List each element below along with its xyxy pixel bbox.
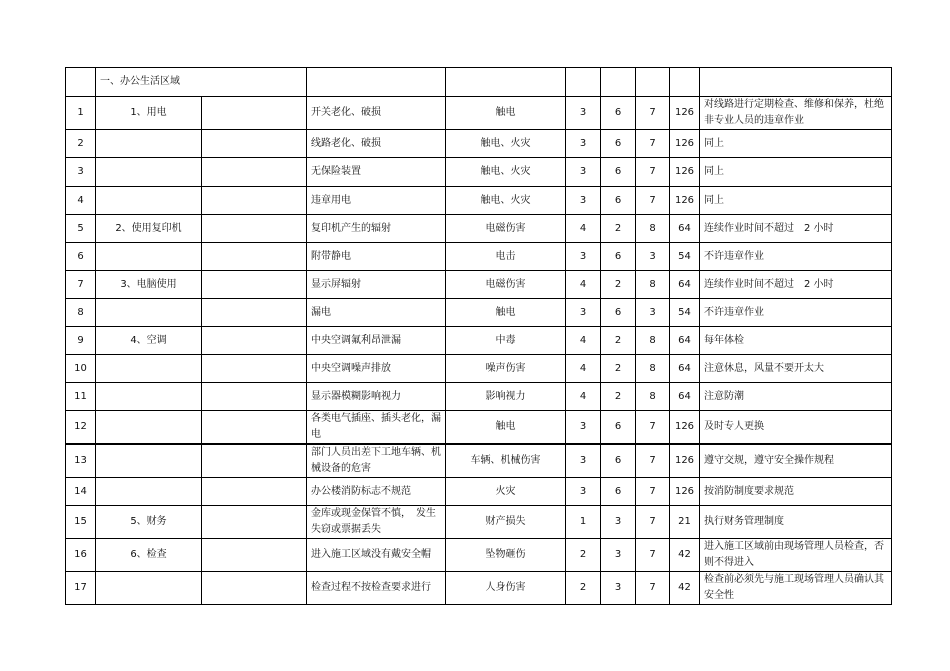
row-number: 9	[66, 327, 96, 355]
consequence-cell: 影响视力	[446, 383, 566, 411]
e-value: 6	[601, 97, 636, 130]
area-cell: 6、检查	[96, 539, 202, 572]
d-value: 126	[670, 444, 700, 478]
consequence-cell	[446, 68, 566, 97]
blank-cell	[202, 355, 307, 383]
c-value: 3	[636, 299, 670, 327]
table-row	[66, 215, 892, 243]
consequence-cell: 触电、火灾	[446, 130, 566, 158]
d-value: 126	[670, 158, 700, 187]
l-value: 3	[566, 158, 601, 187]
hazard-cell: 违章用电	[307, 187, 446, 215]
d-value: 126	[670, 411, 700, 445]
c-value: 7	[636, 187, 670, 215]
measure-cell: 对线路进行定期检查、维修和保养，杜绝非专业人员的违章作业	[700, 97, 892, 130]
d-value: 64	[670, 215, 700, 243]
e-value: 6	[601, 478, 636, 506]
table-row	[66, 130, 892, 158]
table-row	[66, 187, 892, 215]
hazard-cell: 线路老化、破损	[307, 130, 446, 158]
e-value: 2	[601, 327, 636, 355]
area-cell	[96, 411, 202, 445]
table-row	[66, 506, 892, 539]
l-value: 4	[566, 327, 601, 355]
c-value: 7	[636, 130, 670, 158]
d-value: 126	[670, 97, 700, 130]
table-row	[66, 383, 892, 411]
consequence-cell: 中毒	[446, 327, 566, 355]
blank-cell	[202, 299, 307, 327]
hazard-cell: 金库或现金保管不慎， 发生失窃或票据丢失	[307, 506, 446, 539]
hazard-cell: 漏电	[307, 299, 446, 327]
hazard-cell: 复印机产生的辐射	[307, 215, 446, 243]
hazard-cell: 无保险装置	[307, 158, 446, 187]
hazard-cell: 各类电气插座、插头老化，漏电	[307, 411, 446, 445]
row-number: 17	[66, 572, 96, 605]
hazard-cell: 中央空调噪声排放	[307, 355, 446, 383]
c-value: 8	[636, 215, 670, 243]
row-number: 8	[66, 299, 96, 327]
area-cell: 2、使用复印机	[96, 215, 202, 243]
table-body	[66, 68, 892, 605]
e-value: 2	[601, 383, 636, 411]
row-number: 5	[66, 215, 96, 243]
blank-cell	[202, 539, 307, 572]
e-value: 2	[601, 355, 636, 383]
consequence-cell: 坠物砸伤	[446, 539, 566, 572]
l-value: 3	[566, 444, 601, 478]
c-value: 7	[636, 539, 670, 572]
area-cell	[96, 383, 202, 411]
area-cell	[96, 243, 202, 271]
c-value: 7	[636, 158, 670, 187]
row-number: 7	[66, 271, 96, 299]
d-value: 54	[670, 299, 700, 327]
d-value: 64	[670, 327, 700, 355]
no-cell	[66, 68, 96, 97]
hazard-cell: 检查过程不按检查要求进行	[307, 572, 446, 605]
c-value: 8	[636, 355, 670, 383]
l-value: 3	[566, 478, 601, 506]
l-value: 4	[566, 383, 601, 411]
d-value: 21	[670, 506, 700, 539]
d-value: 64	[670, 383, 700, 411]
hazard-cell: 显示器模糊影响视力	[307, 383, 446, 411]
c-value: 7	[636, 506, 670, 539]
e-value: 3	[601, 539, 636, 572]
area-cell	[96, 572, 202, 605]
table-row	[66, 572, 892, 605]
consequence-cell: 电击	[446, 243, 566, 271]
area-cell	[96, 158, 202, 187]
l-value: 3	[566, 97, 601, 130]
l-value: 1	[566, 506, 601, 539]
e-value: 6	[601, 187, 636, 215]
e-cell	[601, 68, 636, 97]
row-number: 14	[66, 478, 96, 506]
e-value: 3	[601, 506, 636, 539]
blank-cell	[202, 130, 307, 158]
consequence-cell: 财产损失	[446, 506, 566, 539]
blank-cell	[202, 215, 307, 243]
measure-cell: 同上	[700, 187, 892, 215]
table-row	[66, 243, 892, 271]
table-row	[66, 158, 892, 187]
row-number: 11	[66, 383, 96, 411]
e-value: 6	[601, 130, 636, 158]
e-value: 6	[601, 299, 636, 327]
table-row	[66, 97, 892, 130]
c-value: 7	[636, 411, 670, 445]
measure-cell: 按消防制度要求规范	[700, 478, 892, 506]
l-value: 2	[566, 539, 601, 572]
measure-cell: 进入施工区域前由现场管理人员检查，否则不得进入	[700, 539, 892, 572]
measure-cell: 遵守交规，遵守安全操作规程	[700, 444, 892, 478]
d-value: 42	[670, 572, 700, 605]
l-value: 3	[566, 130, 601, 158]
row-number: 12	[66, 411, 96, 445]
measure-cell: 连续作业时间不超过 2 小时	[700, 215, 892, 243]
c-value: 7	[636, 97, 670, 130]
consequence-cell: 触电	[446, 97, 566, 130]
row-number: 13	[66, 444, 96, 478]
consequence-cell: 噪声伤害	[446, 355, 566, 383]
blank-cell	[202, 444, 307, 478]
measure-cell: 同上	[700, 158, 892, 187]
d-value: 126	[670, 130, 700, 158]
consequence-cell: 电磁伤害	[446, 271, 566, 299]
hazard-cell: 开关老化、破损	[307, 97, 446, 130]
e-value: 6	[601, 444, 636, 478]
d-value: 54	[670, 243, 700, 271]
e-value: 2	[601, 271, 636, 299]
area-cell	[96, 355, 202, 383]
blank-cell	[202, 383, 307, 411]
blank-cell	[202, 572, 307, 605]
measure-cell: 每年体检	[700, 327, 892, 355]
blank-cell	[202, 243, 307, 271]
measure-cell: 及时专人更换	[700, 411, 892, 445]
measure-cell: 注意休息，风量不要开太大	[700, 355, 892, 383]
table-row	[66, 411, 892, 445]
table-row	[66, 355, 892, 383]
blank-cell	[202, 187, 307, 215]
row-number: 16	[66, 539, 96, 572]
e-value: 6	[601, 243, 636, 271]
measure-cell: 不许违章作业	[700, 299, 892, 327]
blank-cell	[202, 478, 307, 506]
d-cell	[670, 68, 700, 97]
row-number: 6	[66, 243, 96, 271]
hazard-cell: 办公楼消防标志不规范	[307, 478, 446, 506]
l-value: 4	[566, 271, 601, 299]
measure-cell	[700, 68, 892, 97]
consequence-cell: 触电、火灾	[446, 187, 566, 215]
table-row	[66, 539, 892, 572]
e-value: 2	[601, 215, 636, 243]
consequence-cell: 触电、火灾	[446, 158, 566, 187]
consequence-cell: 触电	[446, 299, 566, 327]
c-value: 7	[636, 572, 670, 605]
blank-cell	[202, 158, 307, 187]
blank-cell	[202, 327, 307, 355]
hazard-cell: 中央空调氟利昂泄漏	[307, 327, 446, 355]
d-value: 64	[670, 271, 700, 299]
row-number: 3	[66, 158, 96, 187]
blank-cell	[202, 97, 307, 130]
e-value: 3	[601, 572, 636, 605]
d-value: 126	[670, 187, 700, 215]
c-value: 3	[636, 243, 670, 271]
consequence-cell: 电磁伤害	[446, 215, 566, 243]
measure-cell: 同上	[700, 130, 892, 158]
area-cell	[96, 187, 202, 215]
area-cell	[96, 299, 202, 327]
l-value: 2	[566, 572, 601, 605]
measure-cell: 连续作业时间不超过 2 小时	[700, 271, 892, 299]
table-row	[66, 271, 892, 299]
consequence-cell: 车辆、机械伤害	[446, 444, 566, 478]
section-title: 一、办公生活区域	[96, 68, 307, 97]
l-value: 4	[566, 215, 601, 243]
l-value: 3	[566, 243, 601, 271]
hazard-cell: 部门人员出差下工地车辆、机械设备的危害	[307, 444, 446, 478]
area-cell	[96, 478, 202, 506]
area-cell: 3、电脑使用	[96, 271, 202, 299]
hazard-cell: 进入施工区域没有戴安全帽	[307, 539, 446, 572]
hazard-cell: 显示屏辐射	[307, 271, 446, 299]
row-number: 4	[66, 187, 96, 215]
e-value: 6	[601, 158, 636, 187]
blank-cell	[202, 411, 307, 445]
row-number: 15	[66, 506, 96, 539]
section-header-row	[66, 68, 892, 97]
hazard-cell: 附带静电	[307, 243, 446, 271]
l-value: 3	[566, 187, 601, 215]
consequence-cell: 触电	[446, 411, 566, 445]
area-cell	[96, 444, 202, 478]
measure-cell: 注意防潮	[700, 383, 892, 411]
c-value: 8	[636, 327, 670, 355]
blank-cell	[202, 506, 307, 539]
consequence-cell: 火灾	[446, 478, 566, 506]
c-value: 8	[636, 383, 670, 411]
risk-assessment-table	[65, 67, 892, 605]
l-value: 3	[566, 299, 601, 327]
c-cell	[636, 68, 670, 97]
c-value: 8	[636, 271, 670, 299]
measure-cell: 不许违章作业	[700, 243, 892, 271]
hazard-cell	[307, 68, 446, 97]
measure-cell: 检查前必须先与施工现场管理人员确认其安全性	[700, 572, 892, 605]
d-value: 42	[670, 539, 700, 572]
table-row	[66, 478, 892, 506]
l-cell	[566, 68, 601, 97]
row-number: 1	[66, 97, 96, 130]
row-number: 2	[66, 130, 96, 158]
table-row	[66, 327, 892, 355]
area-cell: 5、财务	[96, 506, 202, 539]
row-number: 10	[66, 355, 96, 383]
area-cell: 1、用电	[96, 97, 202, 130]
consequence-cell: 人身伤害	[446, 572, 566, 605]
l-value: 4	[566, 355, 601, 383]
area-cell: 4、空调	[96, 327, 202, 355]
l-value: 3	[566, 411, 601, 445]
d-value: 64	[670, 355, 700, 383]
c-value: 7	[636, 478, 670, 506]
d-value: 126	[670, 478, 700, 506]
c-value: 7	[636, 444, 670, 478]
table-row	[66, 444, 892, 478]
blank-cell	[202, 271, 307, 299]
measure-cell: 执行财务管理制度	[700, 506, 892, 539]
area-cell	[96, 130, 202, 158]
table-row	[66, 299, 892, 327]
e-value: 6	[601, 411, 636, 445]
